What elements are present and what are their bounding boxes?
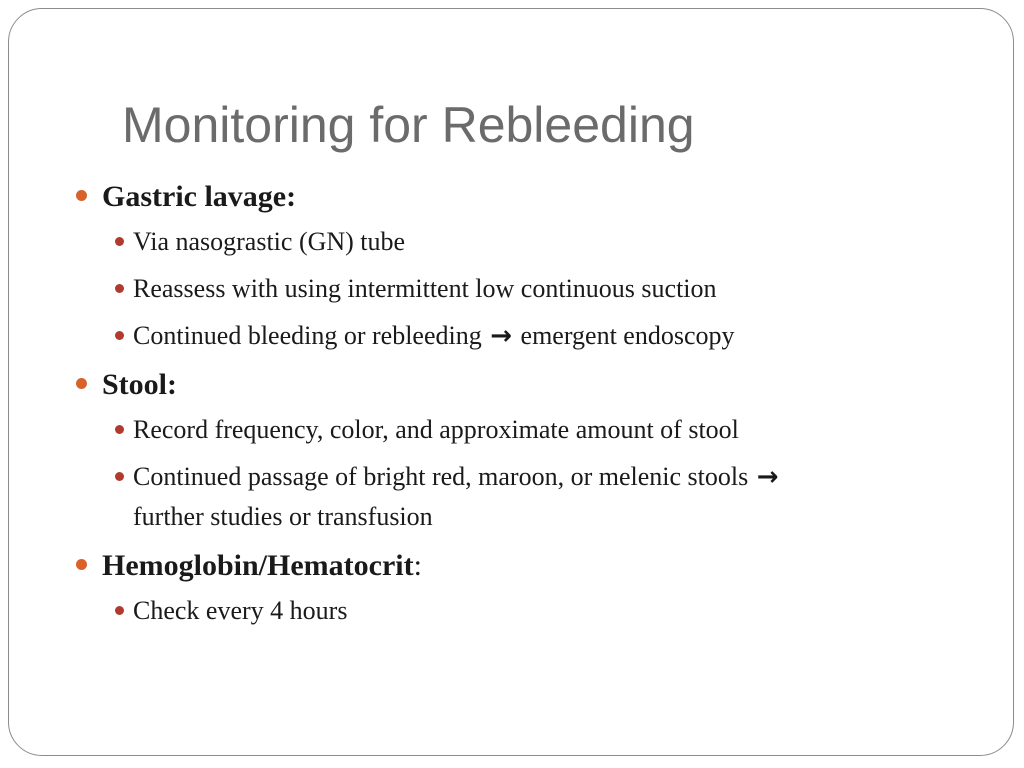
sub-list bbox=[102, 222, 973, 356]
list-item-text: Record frequency, color, and approximate amount of stool bbox=[133, 415, 739, 444]
bullet-dot-icon bbox=[76, 559, 87, 570]
list-item-text: Via nasograstic (GN) tube bbox=[133, 227, 406, 256]
list-item-text: Continued passage of bright red, maroon, or melenic stools bbox=[133, 462, 749, 491]
section-heading-suffix: : bbox=[413, 549, 422, 582]
list-item bbox=[102, 591, 973, 631]
slide-title: Monitoring for Rebleeding bbox=[122, 97, 695, 153]
bullet-list bbox=[73, 175, 973, 638]
list-item-arrow-text: emergent endoscopy bbox=[520, 321, 735, 350]
sub-bullet-dot-icon bbox=[115, 284, 124, 293]
section-heading: Gastric lavage: bbox=[102, 180, 297, 213]
bullet-dot-icon bbox=[76, 378, 87, 389]
slide bbox=[8, 8, 1014, 756]
sub-bullet-dot-icon bbox=[115, 606, 124, 615]
sub-bullet-dot-icon bbox=[115, 331, 124, 340]
bullet-dot-icon bbox=[76, 190, 87, 201]
section-hemoglobin bbox=[73, 544, 973, 631]
list-item bbox=[102, 457, 973, 537]
list-item-arrow-text: further studies or transfusion bbox=[133, 502, 433, 531]
sub-list bbox=[102, 591, 973, 631]
section-gastric-lavage bbox=[73, 175, 973, 356]
sub-bullet-dot-icon bbox=[115, 237, 124, 246]
right-arrow-icon: → bbox=[756, 462, 779, 492]
section-stool bbox=[73, 363, 973, 537]
right-arrow-icon: → bbox=[490, 321, 513, 351]
list-item bbox=[102, 269, 973, 309]
sub-bullet-dot-icon bbox=[115, 425, 124, 434]
sub-list bbox=[102, 410, 973, 537]
list-item-text: Reassess with using intermittent low continuous suction bbox=[133, 274, 717, 303]
section-heading: Stool: bbox=[102, 368, 177, 401]
list-item-text: Check every 4 hours bbox=[133, 596, 348, 625]
sub-bullet-dot-icon bbox=[115, 472, 124, 481]
list-item bbox=[102, 316, 973, 356]
list-item-text: Continued bleeding or rebleeding bbox=[133, 321, 482, 350]
list-item bbox=[102, 222, 973, 262]
section-heading: Hemoglobin/Hematocrit bbox=[102, 549, 414, 582]
list-item bbox=[102, 410, 973, 450]
